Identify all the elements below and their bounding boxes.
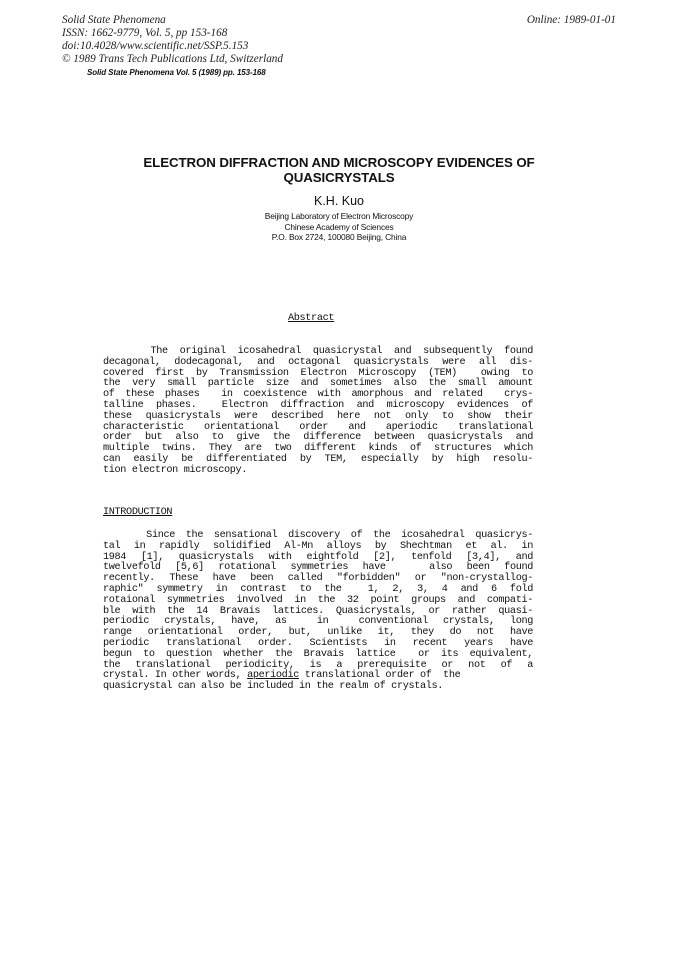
introduction-line: rotaional symmetries involved in the 32 point groups and compati-	[103, 594, 533, 606]
abstract-line: characteristic orientational order and aperiodic translational	[103, 421, 533, 433]
abstract-line: multiple twins. They are two different kinds of structures which	[103, 443, 533, 455]
affiliation-line-2: Chinese Academy of Sciences	[284, 221, 394, 232]
issn-line: ISSN: 1662-9779, Vol. 5, pp 153-168	[62, 27, 228, 39]
abstract-body	[103, 347, 533, 477]
running-header	[62, 14, 283, 66]
introduction-line: twelvefold [5,6] rotational symmetries have also been found	[103, 562, 533, 574]
introduction-line-head: crystal. In other words,	[103, 670, 248, 682]
aperiodic-emphasis: aperiodic	[247, 670, 299, 682]
paper-title	[0, 155, 678, 185]
title-line-2: QUASICRYSTALS	[283, 170, 395, 185]
introduction-line: periodic crystals, have, as in conventional crystals, long	[103, 616, 533, 628]
introduction-line: recently. These have been called "forbidden" or "non-crystallog-	[103, 573, 533, 585]
introduction-line: the translational periodicity, is a prerequisite or not of a	[103, 659, 533, 671]
journal-name: Solid State Phenomena	[62, 14, 166, 26]
abstract-line: covered first by Transmission Electron Microscopy (TEM) owing to	[103, 367, 533, 379]
copyright-line: © 1989 Trans Tech Publications Ltd, Switzerland	[62, 53, 283, 65]
abstract-line: can easily be differentiated by TEM, especially by high resolu-	[103, 453, 533, 465]
abstract-line: these quasicrystals were described here not only to show their	[103, 410, 533, 422]
abstract-line: The original icosahedral quasicrystal and subsequently found	[103, 346, 533, 357]
abstract-line: decagonal, dodecagonal, and octagonal quasicrystals were all dis-	[103, 356, 533, 368]
abstract-line: of these phases in coexistence with amorphous and related crys-	[103, 389, 533, 401]
introduction-line-tail: translational order of the	[298, 670, 461, 682]
introduction-line: ble with the 14 Bravais lattices. Quasicrystals, or rather quasi-	[103, 605, 533, 617]
author-name: K.H. Kuo	[313, 194, 365, 208]
abstract-line: talline phases. Electron diffraction and microscopy evidences of	[103, 399, 533, 411]
introduction-body	[103, 531, 533, 693]
introduction-line: 1984 [1], quasicrystals with eightfold [2], tenfold [3,4], and	[103, 551, 533, 563]
affiliation	[0, 211, 678, 243]
introduction-line: range orientational order, but, unlike it, they do not have	[103, 627, 533, 639]
introduction-heading: INTRODUCTION	[103, 507, 173, 518]
introduction-line: periodic translational order. Scientists in recent years have	[103, 637, 533, 649]
abstract-heading: Abstract	[288, 313, 335, 324]
online-date: Online: 1989-01-01	[526, 14, 616, 26]
title-line-1: ELECTRON DIFFRACTION AND MICROSCOPY EVIDENCES OF	[143, 155, 535, 170]
journal-reference: Solid State Phenomena Vol. 5 (1989) pp. 153-168	[87, 68, 266, 77]
doi-line: doi:10.4028/www.scientific.net/SSP.5.153	[62, 40, 249, 52]
introduction-line: raphic" symmetry in contrast to the 1, 2, 3, 4 and 6 fold	[103, 583, 533, 595]
abstract-line: tion electron microscopy.	[103, 464, 248, 476]
affiliation-line-3: P.O. Box 2724, 100080 Beijing, China	[271, 232, 407, 243]
abstract-line: the very small particle size and sometimes also the small amount	[103, 378, 533, 390]
introduction-line: begun to question whether the Bravais lattice or its equivalent,	[103, 648, 533, 660]
affiliation-line-1: Beijing Laboratory of Electron Microscopy	[264, 211, 414, 221]
introduction-line: tal in rapidly solidified Al-Mn alloys by Shechtman et al. in	[103, 540, 533, 552]
introduction-line: Since the sensational discovery of the icosahedral quasicrys-	[103, 530, 533, 541]
introduction-line: quasicrystal can also be included in the realm of crystals.	[103, 681, 444, 693]
abstract-line: order but also to give the difference between quasicrystals and	[103, 432, 533, 444]
